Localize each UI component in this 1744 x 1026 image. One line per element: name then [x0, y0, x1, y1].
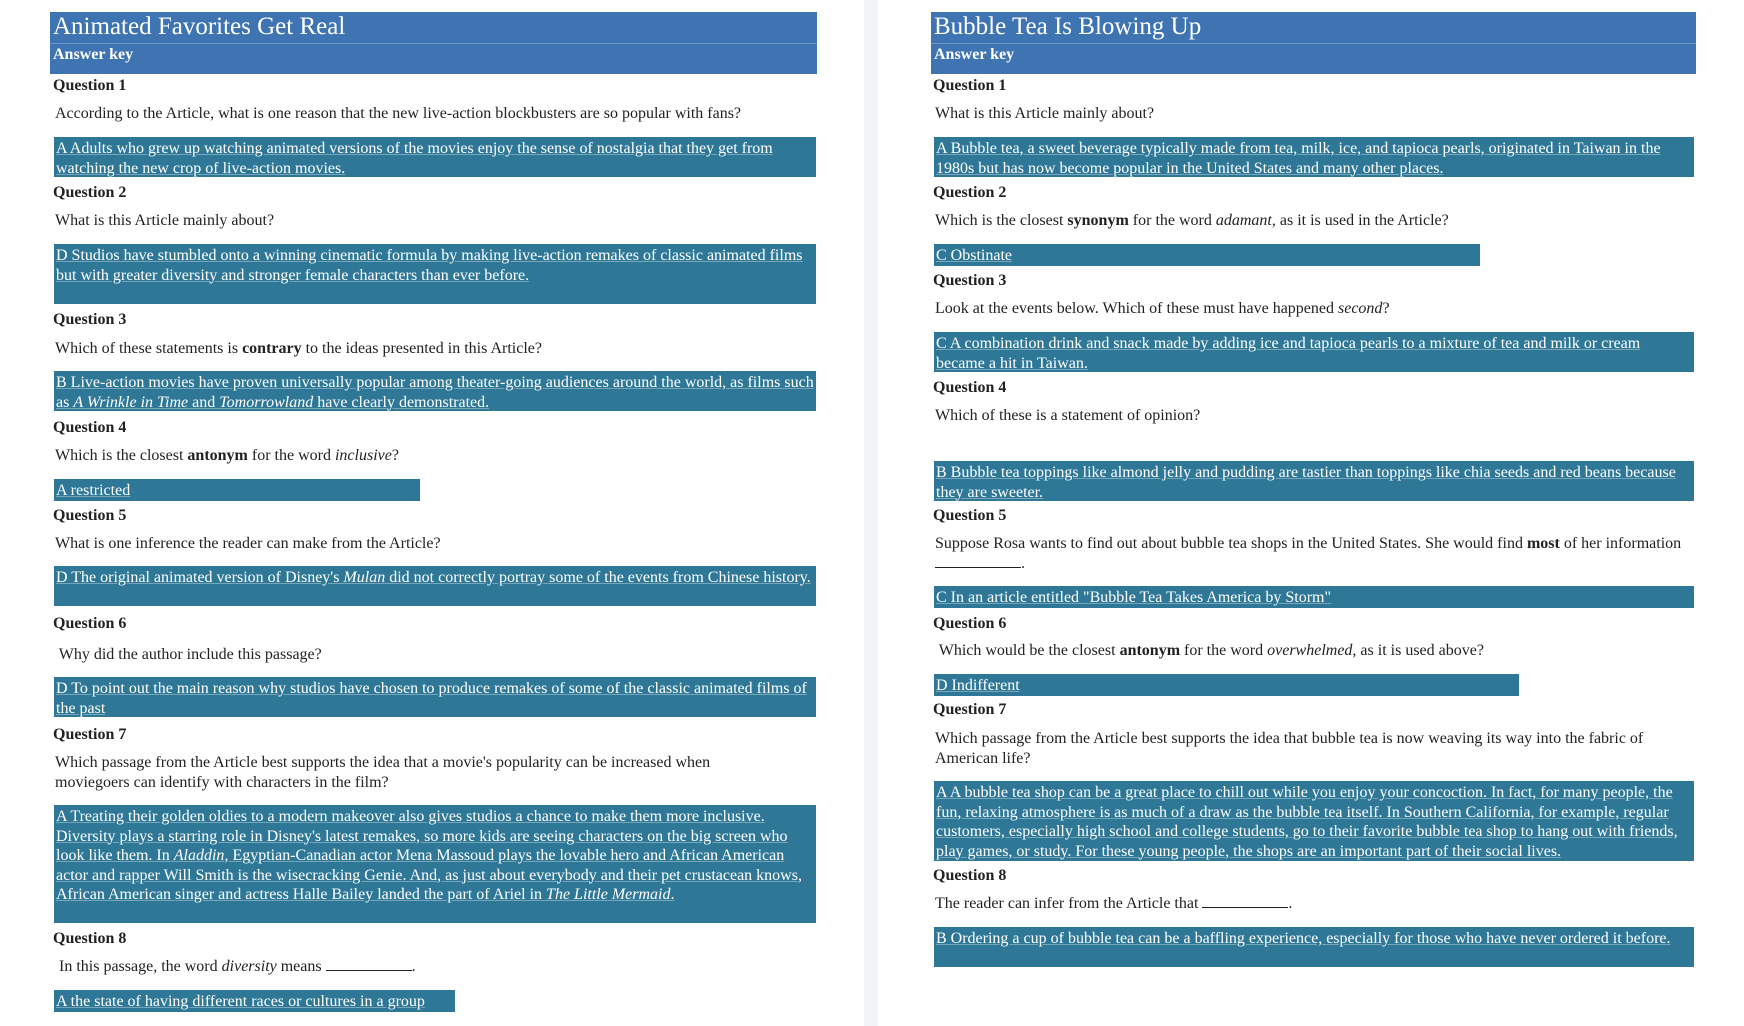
- answer-box: A the state of having different races or cultures in a group: [54, 990, 455, 1012]
- left-page: [0, 0, 864, 1026]
- right-title: Bubble Tea Is Blowing Up: [934, 13, 1202, 40]
- question-label: Question 6: [933, 615, 1007, 632]
- answer-blank: [1202, 895, 1288, 908]
- question-label: Question 5: [933, 507, 1007, 524]
- answer-box: B Live-action movies have proven universally popular among theater-going audiences around the world, as films such as A Wrinkle in Time and Tomorrowland have clearly demonstrated.: [54, 371, 816, 411]
- left-title: Animated Favorites Get Real: [53, 13, 346, 40]
- answer-box: C A combination drink and snack made by adding ice and tapioca pearls to a mixture of tea and milk or cream became a hit in Taiwan.: [934, 332, 1694, 372]
- answer-box: A Adults who grew up watching animated versions of the movies enjoy the sense of nostalgia that they get from watching the new crop of live-action movies.: [54, 137, 816, 177]
- answer-box: C Obstinate: [934, 244, 1480, 266]
- question-label: Question 4: [933, 379, 1007, 396]
- question-text: Suppose Rosa wants to find out about bubble tea shops in the United States. She would find most of her information .: [935, 535, 1682, 572]
- question-text: Which is the closest antonym for the word inclusive?: [55, 447, 399, 464]
- question-text: Which passage from the Article best supports the idea that a movie's popularity can be increased when moviegoers can identify with characters in the film?: [55, 754, 711, 791]
- question-text: Which of these statements is contrary to the ideas presented in this Article?: [55, 340, 542, 357]
- answer-box: A Treating their golden oldies to a modern makeover also gives studios a chance to make them more inclusive. Diversity plays a starring role in Disney's latest remakes, so more kids are seeing characters on the big screen who look like them. In Aladdin, Egyptian-Canadian actor Mena Massoud plays the lovable hero and African American actor and rapper Will Smith is the wisecracking Genie. And, as just about everybody and their pet crustacean knows, African American singer and actress Halle Bailey landed the part of Ariel in The Little Mermaid.: [54, 805, 816, 923]
- question-label: Question 7: [53, 726, 127, 743]
- answer-box: D To point out the main reason why studios have chosen to produce remakes of some of the classic animated films of the past: [54, 677, 816, 717]
- right-page: [878, 0, 1744, 1026]
- question-label: Question 5: [53, 507, 127, 524]
- question-text: In this passage, the word diversity means .: [55, 958, 416, 975]
- question-text: What is this Article mainly about?: [55, 212, 275, 229]
- question-label: Question 2: [53, 184, 127, 201]
- question-label: Question 7: [933, 701, 1007, 718]
- answer-box: C In an article entitled "Bubble Tea Takes America by Storm": [934, 586, 1694, 608]
- question-label: Question 8: [53, 930, 127, 947]
- answer-box: D The original animated version of Disney's Mulan did not correctly portray some of the events from Chinese history.: [54, 566, 816, 606]
- question-label: Question 2: [933, 184, 1007, 201]
- question-text: Why did the author include this passage?: [55, 646, 322, 663]
- question-label: Question 1: [933, 77, 1007, 94]
- question-text: Look at the events below. Which of these must have happened second?: [935, 300, 1390, 317]
- question-text: According to the Article, what is one reason that the new live-action blockbusters are so popular with fans?: [55, 105, 742, 122]
- question-text: What is one inference the reader can make from the Article?: [55, 535, 441, 552]
- question-text: Which of these is a statement of opinion?: [935, 407, 1201, 424]
- question-text: What is this Article mainly about?: [935, 105, 1155, 122]
- question-text: Which passage from the Article best supports the idea that bubble tea is now weaving its way into the fabric of American life?: [935, 730, 1644, 767]
- answer-blank: [935, 555, 1021, 568]
- answer-box: D Indifferent: [934, 674, 1519, 696]
- right-subtitle: Answer key: [934, 46, 1015, 63]
- question-label: Question 1: [53, 77, 127, 94]
- question-text: The reader can infer from the Article that .: [935, 895, 1293, 912]
- answer-box: D Studios have stumbled onto a winning cinematic formula by making live-action remakes of classic animated films but with greater diversity and stronger female characters than ever before.: [54, 244, 816, 304]
- question-text: Which would be the closest antonym for the word overwhelmed, as it is used above?: [935, 642, 1484, 659]
- question-text: Which is the closest synonym for the word adamant, as it is used in the Article?: [935, 212, 1449, 229]
- question-label: Question 3: [53, 311, 127, 328]
- answer-blank: [326, 958, 412, 971]
- question-label: Question 4: [53, 419, 127, 436]
- left-header: [50, 12, 817, 74]
- left-subtitle: Answer key: [53, 46, 134, 63]
- right-header: [931, 12, 1696, 74]
- question-label: Question 6: [53, 615, 127, 632]
- question-label: Question 3: [933, 272, 1007, 289]
- answer-box: A Bubble tea, a sweet beverage typically made from tea, milk, ice, and tapioca pearls, originated in Taiwan in the 1980s but has now become popular in the United States and many other places.: [934, 137, 1694, 177]
- answer-box: B Ordering a cup of bubble tea can be a baffling experience, especially for those who have never ordered it before.: [934, 927, 1694, 967]
- answer-box: A restricted: [54, 479, 420, 501]
- answer-box: A A bubble tea shop can be a great place to chill out while you enjoy your concoction. In fact, for many people, the fun, relaxing atmosphere is as much of a draw as the bubble tea itself. In Southern California, for example, regular customers, especially high school and college students, go to their favorite bubble tea shop to hang out with friends, play games, or study. For these young people, the shops are an important part of their social lives.: [934, 781, 1694, 861]
- question-label: Question 8: [933, 867, 1007, 884]
- answer-box: B Bubble tea toppings like almond jelly and pudding are tastier than toppings like chia seeds and red beans because they are sweeter.: [934, 461, 1694, 501]
